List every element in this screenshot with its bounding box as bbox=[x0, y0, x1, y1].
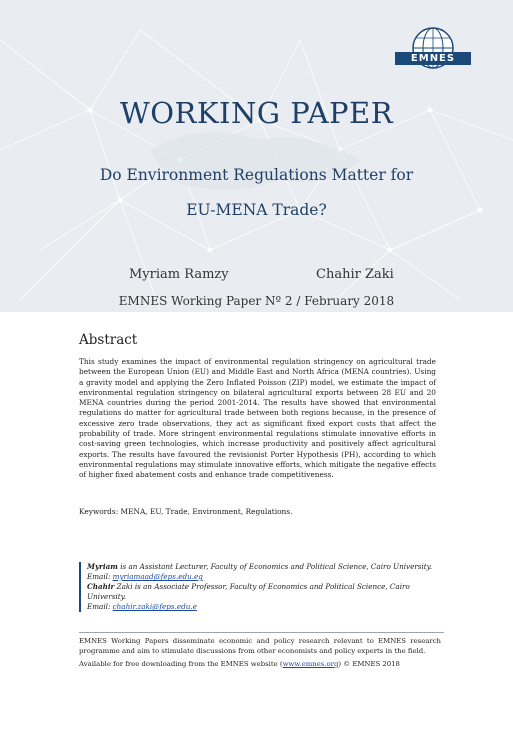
author-2: Chahir Zaki bbox=[316, 267, 394, 282]
author-note-2-email-link[interactable]: chahir.zaki@feps.edu.e bbox=[112, 602, 197, 611]
author-notes-box bbox=[79, 562, 449, 612]
footer-divider bbox=[79, 632, 444, 633]
author-note-2 bbox=[87, 582, 449, 602]
footer-availability bbox=[79, 660, 441, 668]
footer-description: EMNES Working Papers disseminate economic and policy research relevant to EMNES research programme and aim to stimulate discussions from other economists and policy experts in the field. bbox=[79, 637, 441, 655]
author-note-1-text: is an Assistant Lecturer, Faculty of Economics and Political Science, Cairo University. bbox=[117, 562, 433, 571]
author-1: Myriam Ramzy bbox=[129, 267, 229, 282]
abstract-heading: Abstract bbox=[79, 332, 138, 348]
author-note-1-email-link[interactable]: myriamaad@feps.edu.eg bbox=[112, 572, 203, 581]
keywords: Keywords: MENA, EU, Trade, Environment, Regulations. bbox=[79, 507, 293, 516]
paper-title-line-2: EU-MENA Trade? bbox=[186, 201, 327, 219]
author-note-1 bbox=[87, 562, 449, 572]
author-note-2-email-label: Email: bbox=[87, 602, 113, 611]
author-note-2-text: Zaki is an Associate Professor, Faculty of Economics and Political Science, Cairo University. bbox=[87, 582, 410, 601]
paper-title-line-1: Do Environment Regulations Matter for bbox=[99, 166, 414, 184]
series-info: EMNES Working Paper Nº 2 / February 2018 bbox=[118, 294, 395, 308]
emnes-logo-wordmark: EMNES bbox=[395, 52, 471, 65]
footer-availability-suffix: ) © EMNES 2018 bbox=[338, 660, 400, 668]
cover-header bbox=[0, 0, 513, 312]
footer-availability-prefix: Available for free downloading from the EMNES website ( bbox=[79, 660, 283, 668]
page-title: WORKING PAPER bbox=[119, 96, 394, 130]
author-note-1-email-label: Email: bbox=[87, 572, 113, 581]
author-note-2-email-row bbox=[87, 602, 449, 612]
author-note-1-email-row bbox=[87, 572, 449, 582]
abstract-text: This study examines the impact of environmental regulation stringency on agricultural trade between the European Union (EU) and Middle East and North Africa (MENA countries). Using a gravity model and applying the Zero Inflated Poisson (ZIP) model, we estimate the impact of environmental regulation stringency on bilateral agricultural exports between 28 EU and 20 MENA countries during the period 2001-2014. The results have showed that environmental regulations do matter for agricultural trade between both regions because, in the presence of excessive zero trade observations, they act as significant fixed export costs that affect the probability of trade. More stringent environmental regulations stimulate innovative efforts in cost-saving green technologies, which increase productivity and positively affect agricultural exports. The results have favoured the revisionist Porter Hypothesis (PH), according to which environmental regulations may stimulate innovative efforts, which mitigate the negative effects of higher fixed abatement costs and enhance trade competitiveness. bbox=[79, 357, 436, 480]
emnes-website-link[interactable]: www.emnes.org bbox=[282, 660, 339, 668]
author-note-2-name: Chahir bbox=[87, 582, 115, 591]
author-note-1-name: Myriam bbox=[87, 562, 118, 571]
